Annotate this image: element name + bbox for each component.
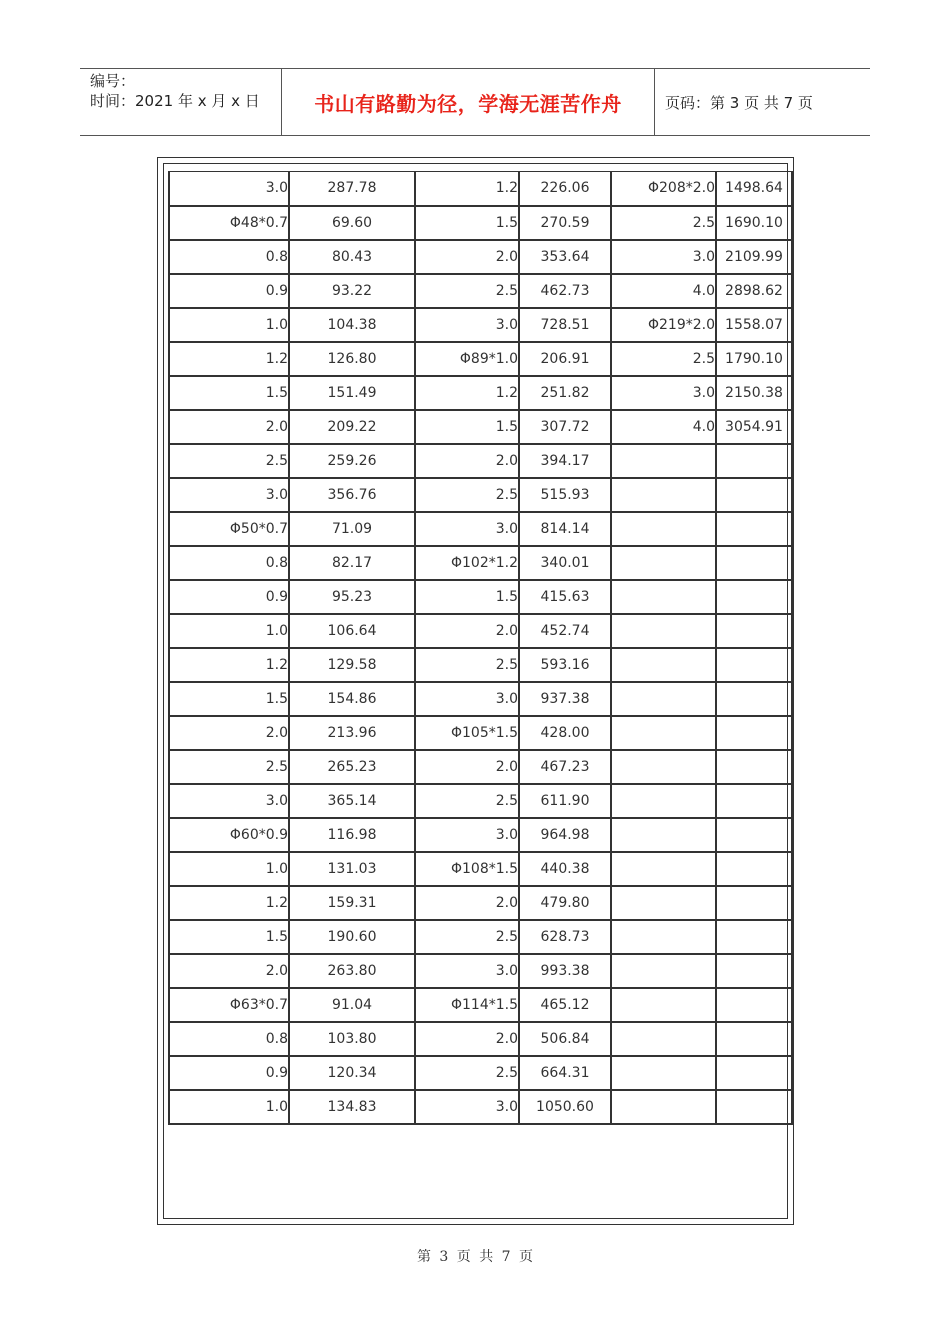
table-cell xyxy=(716,444,792,478)
table-cell xyxy=(611,920,716,954)
table-cell: 259.26 xyxy=(289,444,415,478)
table-row xyxy=(169,410,792,444)
table-cell: Φ219*2.0 xyxy=(611,308,716,342)
table-cell: 226.06 xyxy=(519,172,611,206)
table-cell: 1050.60 xyxy=(519,1090,611,1124)
table-cell: 664.31 xyxy=(519,1056,611,1090)
table-cell: 2109.99 xyxy=(716,240,792,274)
table-row xyxy=(169,274,792,308)
page-number-label: 页码：第 3 页 共 7 页 xyxy=(665,93,813,112)
table-cell: 2.5 xyxy=(611,206,716,240)
table-cell xyxy=(716,478,792,512)
table-cell: 394.17 xyxy=(519,444,611,478)
table-cell: 2.5 xyxy=(415,1056,519,1090)
table-row xyxy=(169,988,792,1022)
table-cell: 190.60 xyxy=(289,920,415,954)
table-cell: 287.78 xyxy=(289,172,415,206)
table-cell: 1.5 xyxy=(169,920,289,954)
table-cell: 3054.91 xyxy=(716,410,792,444)
price-table-body xyxy=(169,172,792,1124)
table-cell: 1498.64 xyxy=(716,172,792,206)
table-cell: 93.22 xyxy=(289,274,415,308)
table-cell: 1558.07 xyxy=(716,308,792,342)
table-cell xyxy=(716,716,792,750)
table-cell: Φ50*0.7 xyxy=(169,512,289,546)
table-row xyxy=(169,682,792,716)
table-cell: 1.2 xyxy=(169,342,289,376)
table-cell: 1.5 xyxy=(169,376,289,410)
table-row xyxy=(169,818,792,852)
table-cell: Φ89*1.0 xyxy=(415,342,519,376)
table-cell: 814.14 xyxy=(519,512,611,546)
header-meta xyxy=(80,69,282,135)
table-cell: 1.2 xyxy=(169,648,289,682)
table-cell: 270.59 xyxy=(519,206,611,240)
table-row xyxy=(169,784,792,818)
table-cell: 2150.38 xyxy=(716,376,792,410)
table-cell: 129.58 xyxy=(289,648,415,682)
table-row xyxy=(169,852,792,886)
table-cell xyxy=(611,818,716,852)
table-row xyxy=(169,444,792,478)
table-cell: 82.17 xyxy=(289,546,415,580)
table-cell: 2.0 xyxy=(415,240,519,274)
table-cell: 515.93 xyxy=(519,478,611,512)
table-cell: 964.98 xyxy=(519,818,611,852)
price-table xyxy=(168,171,793,1125)
table-cell: Φ102*1.2 xyxy=(415,546,519,580)
table-row xyxy=(169,886,792,920)
table-cell: 263.80 xyxy=(289,954,415,988)
table-cell: 2.0 xyxy=(415,614,519,648)
table-cell: 2.5 xyxy=(611,342,716,376)
table-cell: 3.0 xyxy=(169,172,289,206)
table-cell xyxy=(611,716,716,750)
document-date-label: 时间：2021 年 x 月 x 日 xyxy=(90,92,260,110)
table-cell xyxy=(716,648,792,682)
table-cell: 2.5 xyxy=(415,274,519,308)
table-cell: 2.5 xyxy=(415,478,519,512)
table-cell: 91.04 xyxy=(289,988,415,1022)
table-cell xyxy=(716,614,792,648)
table-cell: Φ108*1.5 xyxy=(415,852,519,886)
table-cell: 3.0 xyxy=(415,954,519,988)
table-cell: 465.12 xyxy=(519,988,611,1022)
table-cell: 1.5 xyxy=(415,410,519,444)
table-row xyxy=(169,478,792,512)
table-cell: 265.23 xyxy=(289,750,415,784)
table-row xyxy=(169,1022,792,1056)
table-cell xyxy=(611,478,716,512)
table-cell: 104.38 xyxy=(289,308,415,342)
table-cell: 3.0 xyxy=(169,784,289,818)
table-cell: 4.0 xyxy=(611,410,716,444)
table-row xyxy=(169,512,792,546)
table-cell: Φ105*1.5 xyxy=(415,716,519,750)
table-cell xyxy=(716,1090,792,1124)
table-cell xyxy=(611,614,716,648)
table-cell: 3.0 xyxy=(415,818,519,852)
table-cell: 2898.62 xyxy=(716,274,792,308)
table-cell xyxy=(611,546,716,580)
table-cell xyxy=(716,886,792,920)
table-cell: 0.9 xyxy=(169,274,289,308)
page-header xyxy=(80,68,870,136)
table-row xyxy=(169,954,792,988)
table-cell: 1.5 xyxy=(169,682,289,716)
table-cell xyxy=(716,852,792,886)
table-cell: 3.0 xyxy=(169,478,289,512)
table-cell: 611.90 xyxy=(519,784,611,818)
table-cell: 1.0 xyxy=(169,852,289,886)
table-cell: 213.96 xyxy=(289,716,415,750)
table-cell xyxy=(716,988,792,1022)
table-cell: 365.14 xyxy=(289,784,415,818)
table-cell xyxy=(611,1056,716,1090)
table-cell xyxy=(611,648,716,682)
table-cell: 1.2 xyxy=(415,376,519,410)
table-cell xyxy=(611,750,716,784)
table-cell xyxy=(716,580,792,614)
table-cell: 415.63 xyxy=(519,580,611,614)
table-cell: 3.0 xyxy=(415,512,519,546)
table-cell: 95.23 xyxy=(289,580,415,614)
table-cell xyxy=(611,886,716,920)
table-cell: 251.82 xyxy=(519,376,611,410)
table-cell: 120.34 xyxy=(289,1056,415,1090)
table-row xyxy=(169,1090,792,1124)
table-cell: 628.73 xyxy=(519,920,611,954)
table-cell xyxy=(611,784,716,818)
table-cell: 1.0 xyxy=(169,308,289,342)
table-cell: 0.9 xyxy=(169,1056,289,1090)
header-page-info xyxy=(655,69,870,135)
table-cell: Φ208*2.0 xyxy=(611,172,716,206)
table-row xyxy=(169,750,792,784)
page-footer: 第 3 页 共 7 页 xyxy=(416,1249,534,1265)
table-cell: 154.86 xyxy=(289,682,415,716)
table-row xyxy=(169,308,792,342)
table-cell: Φ48*0.7 xyxy=(169,206,289,240)
table-cell xyxy=(611,988,716,1022)
table-cell: 134.83 xyxy=(289,1090,415,1124)
table-cell xyxy=(611,852,716,886)
table-cell: 151.49 xyxy=(289,376,415,410)
table-cell: 452.74 xyxy=(519,614,611,648)
table-cell: Φ60*0.9 xyxy=(169,818,289,852)
table-cell: 937.38 xyxy=(519,682,611,716)
table-cell: 479.80 xyxy=(519,886,611,920)
table-row xyxy=(169,920,792,954)
document-number-label: 编号： xyxy=(90,72,136,90)
table-cell: 80.43 xyxy=(289,240,415,274)
table-row xyxy=(169,206,792,240)
table-cell: 1790.10 xyxy=(716,342,792,376)
table-cell: 209.22 xyxy=(289,410,415,444)
table-cell: 2.5 xyxy=(169,750,289,784)
table-cell: 1.5 xyxy=(415,206,519,240)
table-cell: 159.31 xyxy=(289,886,415,920)
table-cell: 462.73 xyxy=(519,274,611,308)
table-cell: Φ114*1.5 xyxy=(415,988,519,1022)
table-cell: 2.0 xyxy=(415,1022,519,1056)
table-cell xyxy=(611,1022,716,1056)
table-cell: 428.00 xyxy=(519,716,611,750)
table-cell: 0.9 xyxy=(169,580,289,614)
table-cell xyxy=(716,818,792,852)
table-cell: 1.5 xyxy=(415,580,519,614)
table-cell: 2.0 xyxy=(169,716,289,750)
table-cell: 1690.10 xyxy=(716,206,792,240)
table-cell: 356.76 xyxy=(289,478,415,512)
table-cell xyxy=(611,1090,716,1124)
table-cell: 467.23 xyxy=(519,750,611,784)
table-row xyxy=(169,240,792,274)
table-cell xyxy=(716,546,792,580)
table-cell: 2.5 xyxy=(169,444,289,478)
table-row xyxy=(169,342,792,376)
table-cell: 2.0 xyxy=(169,954,289,988)
table-cell: 2.0 xyxy=(415,886,519,920)
header-motto: 书山有路勤为径，学海无涯苦作舟 xyxy=(314,91,622,116)
table-cell: 131.03 xyxy=(289,852,415,886)
table-cell xyxy=(716,1022,792,1056)
table-cell xyxy=(716,954,792,988)
table-row xyxy=(169,716,792,750)
table-cell: 71.09 xyxy=(289,512,415,546)
table-cell: 3.0 xyxy=(611,240,716,274)
table-cell: 307.72 xyxy=(519,410,611,444)
table-cell: 0.8 xyxy=(169,1022,289,1056)
table-cell: 69.60 xyxy=(289,206,415,240)
table-cell: 2.5 xyxy=(415,920,519,954)
table-cell xyxy=(611,954,716,988)
table-cell xyxy=(716,512,792,546)
table-cell: 728.51 xyxy=(519,308,611,342)
table-row xyxy=(169,1056,792,1090)
table-cell: 3.0 xyxy=(611,376,716,410)
table-cell: 2.5 xyxy=(415,648,519,682)
table-cell: 0.8 xyxy=(169,546,289,580)
table-cell: 0.8 xyxy=(169,240,289,274)
table-cell: 206.91 xyxy=(519,342,611,376)
table-cell: 440.38 xyxy=(519,852,611,886)
table-cell: 116.98 xyxy=(289,818,415,852)
table-cell: 2.0 xyxy=(169,410,289,444)
table-cell xyxy=(611,512,716,546)
table-cell xyxy=(611,444,716,478)
table-row xyxy=(169,172,792,206)
table-cell: 506.84 xyxy=(519,1022,611,1056)
table-cell xyxy=(611,682,716,716)
table-cell: Φ63*0.7 xyxy=(169,988,289,1022)
table-cell: 593.16 xyxy=(519,648,611,682)
table-cell: 4.0 xyxy=(611,274,716,308)
table-cell: 1.2 xyxy=(169,886,289,920)
table-row xyxy=(169,376,792,410)
table-row xyxy=(169,546,792,580)
table-cell xyxy=(716,682,792,716)
table-cell: 3.0 xyxy=(415,308,519,342)
table-row xyxy=(169,580,792,614)
table-cell: 126.80 xyxy=(289,342,415,376)
table-cell: 2.0 xyxy=(415,750,519,784)
table-cell: 3.0 xyxy=(415,682,519,716)
table-cell: 3.0 xyxy=(415,1090,519,1124)
table-cell: 340.01 xyxy=(519,546,611,580)
header-motto-cell xyxy=(282,69,655,135)
table-cell xyxy=(716,784,792,818)
table-cell: 993.38 xyxy=(519,954,611,988)
table-cell: 353.64 xyxy=(519,240,611,274)
table-cell: 1.2 xyxy=(415,172,519,206)
table-cell xyxy=(611,580,716,614)
table-cell xyxy=(716,1056,792,1090)
table-row xyxy=(169,614,792,648)
table-cell xyxy=(716,750,792,784)
table-cell: 106.64 xyxy=(289,614,415,648)
table-cell xyxy=(716,920,792,954)
table-cell: 103.80 xyxy=(289,1022,415,1056)
table-cell: 1.0 xyxy=(169,1090,289,1124)
table-cell: 1.0 xyxy=(169,614,289,648)
table-row xyxy=(169,648,792,682)
table-cell: 2.0 xyxy=(415,444,519,478)
table-cell: 2.5 xyxy=(415,784,519,818)
